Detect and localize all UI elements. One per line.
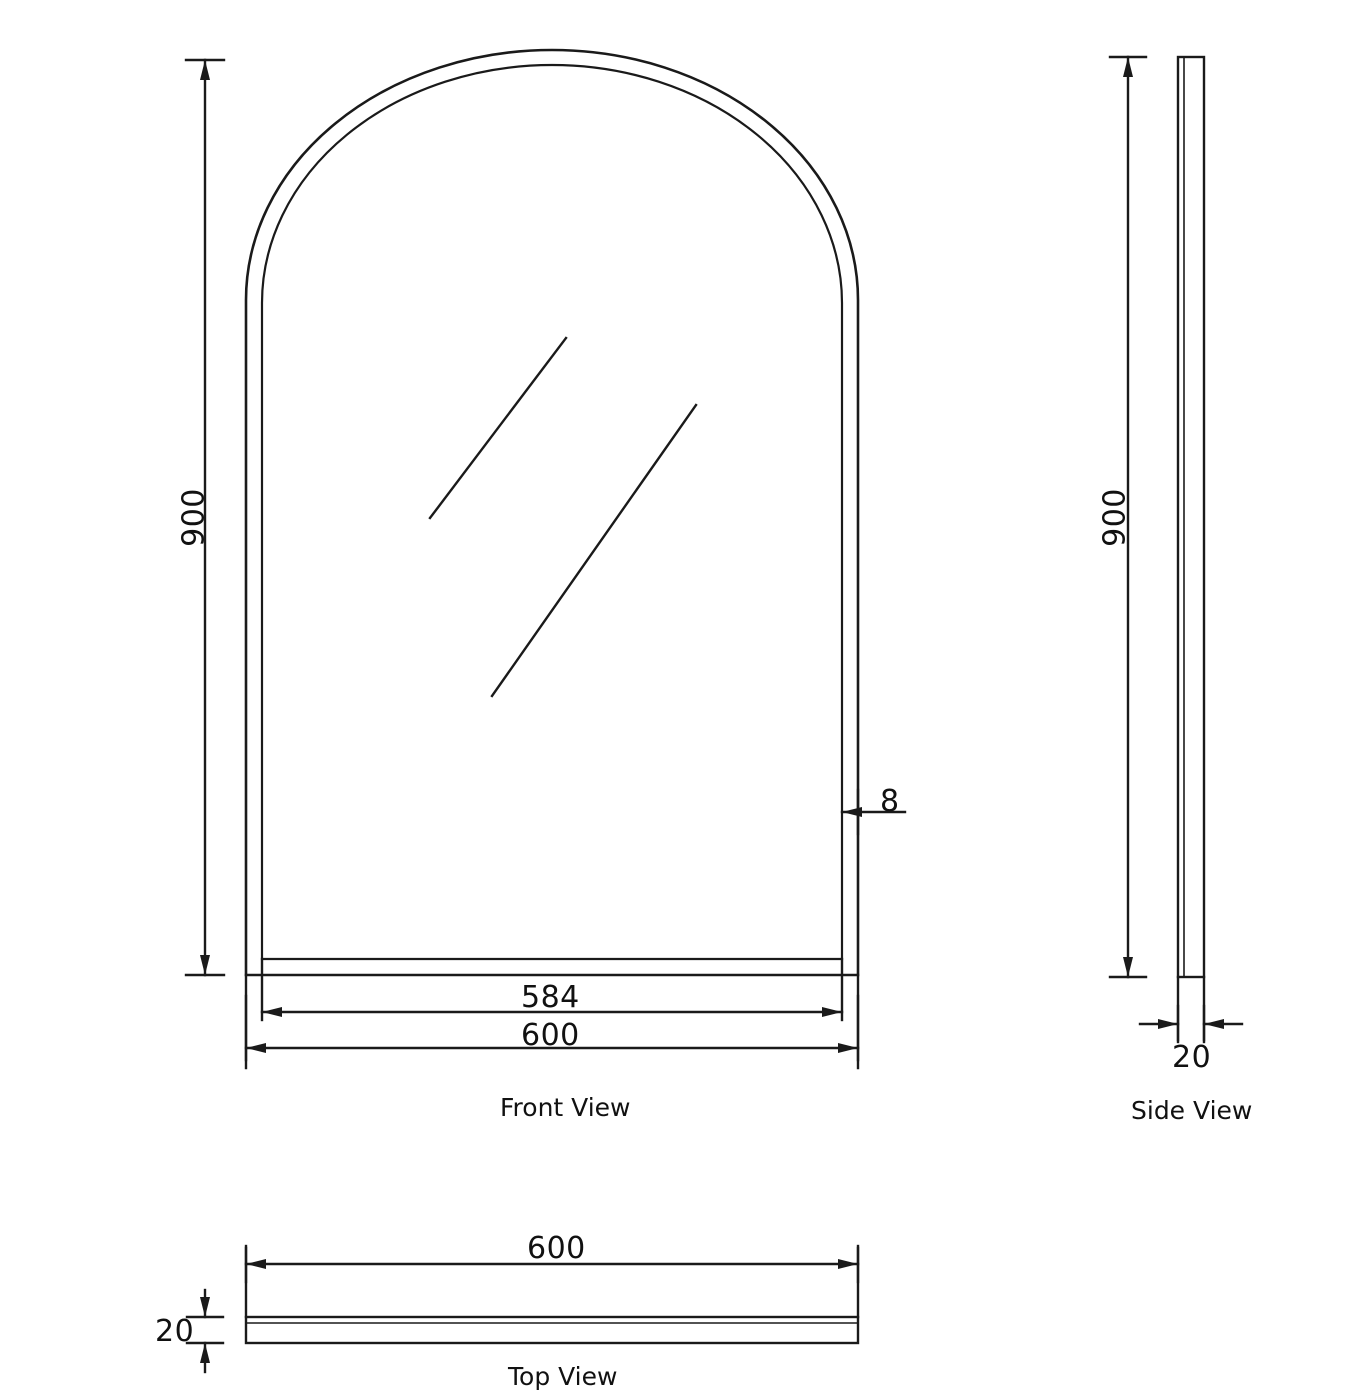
front-600-arrow-right <box>838 1043 858 1053</box>
front-view-title: Front View <box>500 1093 631 1122</box>
side-height-arrow-top <box>1123 57 1133 77</box>
front-584-arrow-left <box>262 1007 282 1017</box>
side-view-profile <box>1178 57 1204 977</box>
top-width-arrow-left <box>246 1259 266 1269</box>
top-depth-arrow-lower <box>200 1343 210 1363</box>
front-frame-thickness-label: 8 <box>880 784 900 819</box>
top-depth-arrow-upper <box>200 1297 210 1317</box>
side-depth-dimension-label: 20 <box>1172 1040 1212 1075</box>
front-view-glass-outline <box>262 65 842 959</box>
top-width-arrow-right <box>838 1259 858 1269</box>
side-depth-arrow-right <box>1204 1019 1224 1029</box>
side-height-arrow-bottom <box>1123 957 1133 977</box>
top-depth-dimension-label: 20 <box>155 1314 195 1349</box>
front-overall-width-dimension-label: 600 <box>521 1018 580 1053</box>
top-view-profile <box>246 1317 858 1343</box>
front-height-arrow-top <box>200 60 210 80</box>
side-height-dimension-label: 900 <box>1097 488 1133 547</box>
front-height-dimension-label: 900 <box>176 488 212 547</box>
top-width-dimension-label: 600 <box>527 1231 586 1266</box>
front-height-arrow-bottom <box>200 955 210 975</box>
side-view-title: Side View <box>1131 1096 1253 1125</box>
front-584-arrow-right <box>822 1007 842 1017</box>
front-glass-width-dimension-label: 584 <box>521 980 580 1015</box>
top-view-title: Top View <box>508 1362 618 1391</box>
reflection-streak-long <box>492 405 696 696</box>
front-600-arrow-left <box>246 1043 266 1053</box>
front-view-outer-frame <box>246 50 858 975</box>
reflection-streak-short <box>430 338 566 518</box>
side-depth-arrow-left <box>1158 1019 1178 1029</box>
